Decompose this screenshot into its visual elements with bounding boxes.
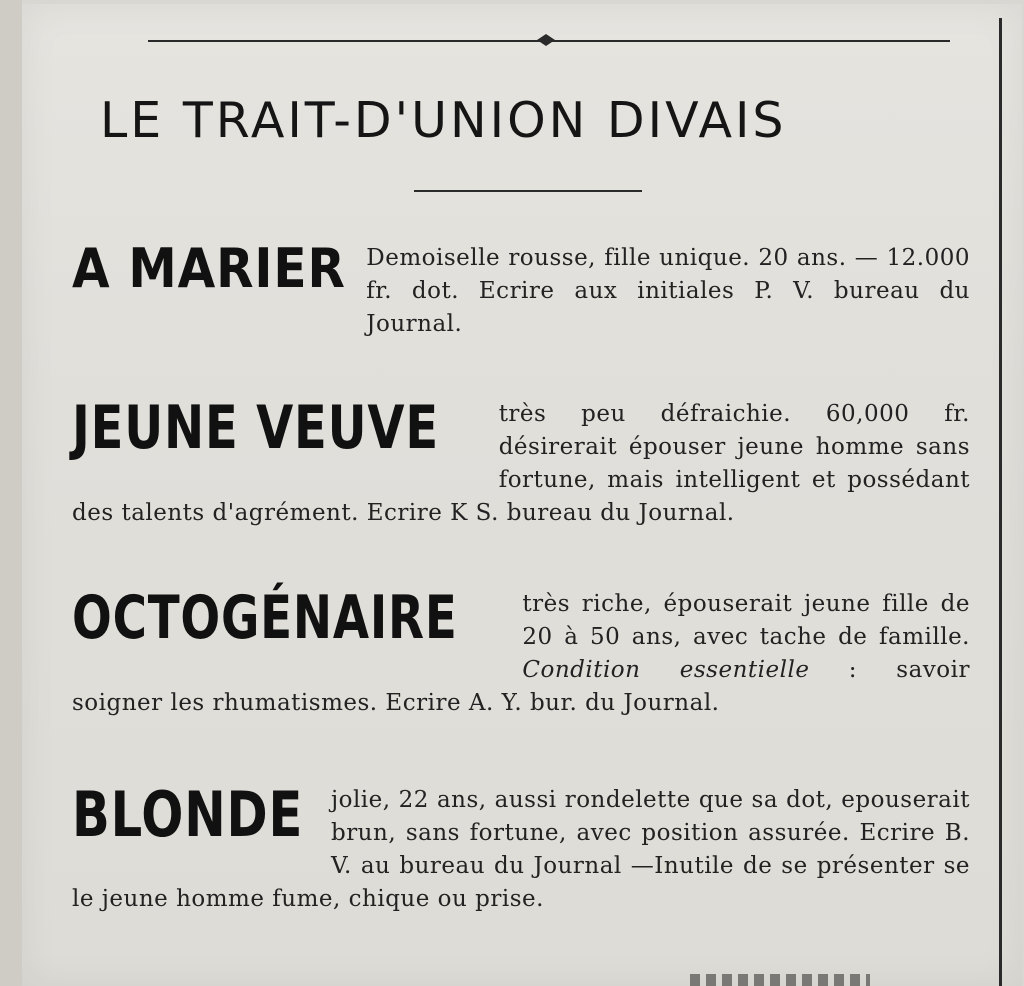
ad-headword: JEUNE VEUVE xyxy=(72,393,439,463)
ad-headword: OCTOGÉNAIRE xyxy=(72,583,458,653)
page-title: LE TRAIT-D'UNION DIVAIS xyxy=(100,92,787,149)
ad-text-part: : savoir soigner les rhumatismes. Ecrire A. Y. bur. du Journal. xyxy=(72,657,970,716)
ad-text-italic: Condition essentielle xyxy=(522,657,810,683)
ad-text: très peu défraichie. 60,000 fr. désirerait épouser jeune homme sans fortune, mais intelligent et possédant des talents d'agrément. Ecrire K S. bureau du Journal. xyxy=(72,401,970,526)
classified-ad xyxy=(72,583,970,720)
ad-headword: A MARIER xyxy=(72,237,346,300)
ad-text: jolie, 22 ans, aussi rondelette que sa dot, epouserait brun, sans fortune, avec position assurée. Ecrire B. V. au bureau du Journal —Inutile de se présenter se le jeune homme fume, chique ou prise. xyxy=(72,787,970,912)
scan-margin xyxy=(0,0,22,986)
classified-ad xyxy=(72,778,970,916)
title-divider xyxy=(414,190,642,192)
classified-ad xyxy=(72,393,970,530)
classified-ad xyxy=(72,237,970,341)
ad-text: Demoiselle rousse, fille unique. 20 ans. — 12.000 fr. dot. Ecrire aux initiales P. V. bureau du Journal. xyxy=(366,245,970,337)
ad-text-part: très riche, épouserait jeune fille de 20 à 50 ans, avec tache de famille. xyxy=(522,591,970,650)
column-rule xyxy=(999,18,1002,986)
cropped-text-fragment xyxy=(690,974,870,986)
ad-headword: BLONDE xyxy=(72,778,304,851)
ornament-icon xyxy=(537,33,555,47)
